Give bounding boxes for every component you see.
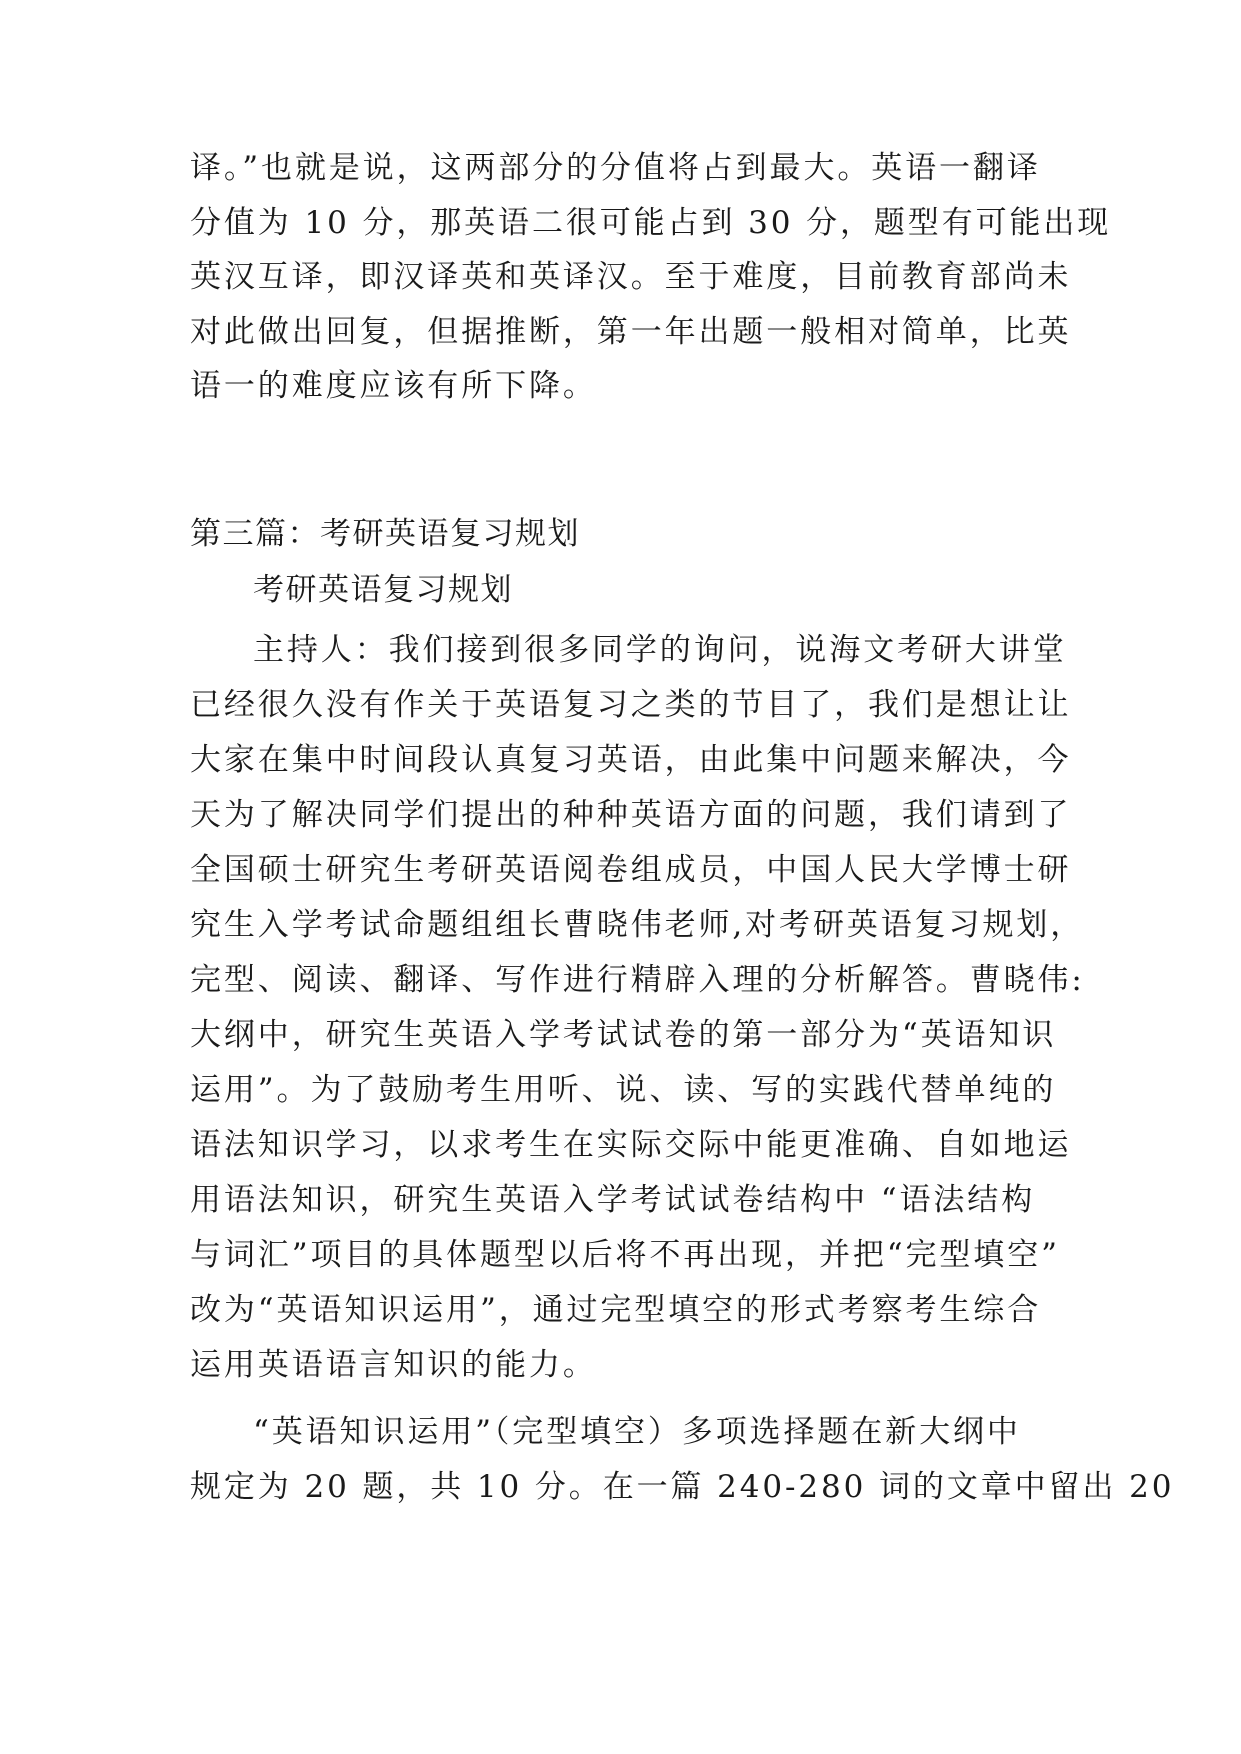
paragraph-3-line-1: “英语知识运用”（完型填空）多项选择题在新大纲中 [253, 1414, 1021, 1450]
paragraph-1-line-4: 对此做出回复，但据推断，第一年出题一般相对简单，比英 [190, 314, 1072, 350]
section-heading: 第三篇：考研英语复习规划 [190, 516, 580, 552]
paragraph-1-line-3: 英汉互译，即汉译英和英译汉。至于难度，目前教育部尚未 [190, 259, 1072, 295]
paragraph-2-line-6: 究生入学考试命题组组长曹晓伟老师,对考研英语复习规划， [190, 907, 1085, 943]
paragraph-2-line-5: 全国硕士研究生考研英语阅卷组成员，中国人民大学博士研 [190, 852, 1072, 888]
paragraph-2-line-14: 运用英语语言知识的能力。 [190, 1347, 597, 1383]
paragraph-2-line-4: 天为了解决同学们提出的种种英语方面的问题，我们请到了 [190, 797, 1072, 833]
paragraph-1-line-2: 分值为 10 分，那英语二很可能占到 30 分，题型有可能出现 [190, 205, 1112, 241]
paragraph-2-line-13: 改为“英语知识运用”，通过完型填空的形式考察考生综合 [190, 1292, 1042, 1328]
paragraph-2-line-2: 已经很久没有作关于英语复习之类的节目了，我们是想让让 [190, 687, 1072, 723]
paragraph-2-line-10: 语法知识学习，以求考生在实际交际中能更准确、自如地运 [190, 1127, 1072, 1163]
paragraph-1-line-1: 译。”也就是说，这两部分的分值将占到最大。英语一翻译 [190, 150, 1041, 186]
paragraph-2-line-1: 主持人：我们接到很多同学的询问，说海文考研大讲堂 [253, 632, 1067, 668]
subtitle: 考研英语复习规划 [253, 572, 513, 608]
paragraph-2-line-9: 运用”。为了鼓励考生用听、说、读、写的实践代替单纯的 [190, 1072, 1057, 1108]
paragraph-3-line-2: 规定为 20 题，共 10 分。在一篇 240-280 词的文章中留出 20 [190, 1469, 1175, 1505]
paragraph-1-line-5: 语一的难度应该有所下降。 [190, 368, 597, 404]
paragraph-2-line-11: 用语法知识，研究生英语入学考试试卷结构中 “语法结构 [190, 1182, 1036, 1218]
paragraph-2-line-3: 大家在集中时间段认真复习英语，由此集中问题来解决，今 [190, 742, 1072, 778]
paragraph-2-line-12: 与词汇”项目的具体题型以后将不再出现，并把“完型填空” [190, 1237, 1060, 1273]
paragraph-2-line-8: 大纲中，研究生英语入学考试试卷的第一部分为“英语知识 [190, 1017, 1057, 1053]
paragraph-2-line-7: 完型、阅读、翻译、写作进行精辟入理的分析解答。曹晓伟: [190, 962, 1085, 998]
